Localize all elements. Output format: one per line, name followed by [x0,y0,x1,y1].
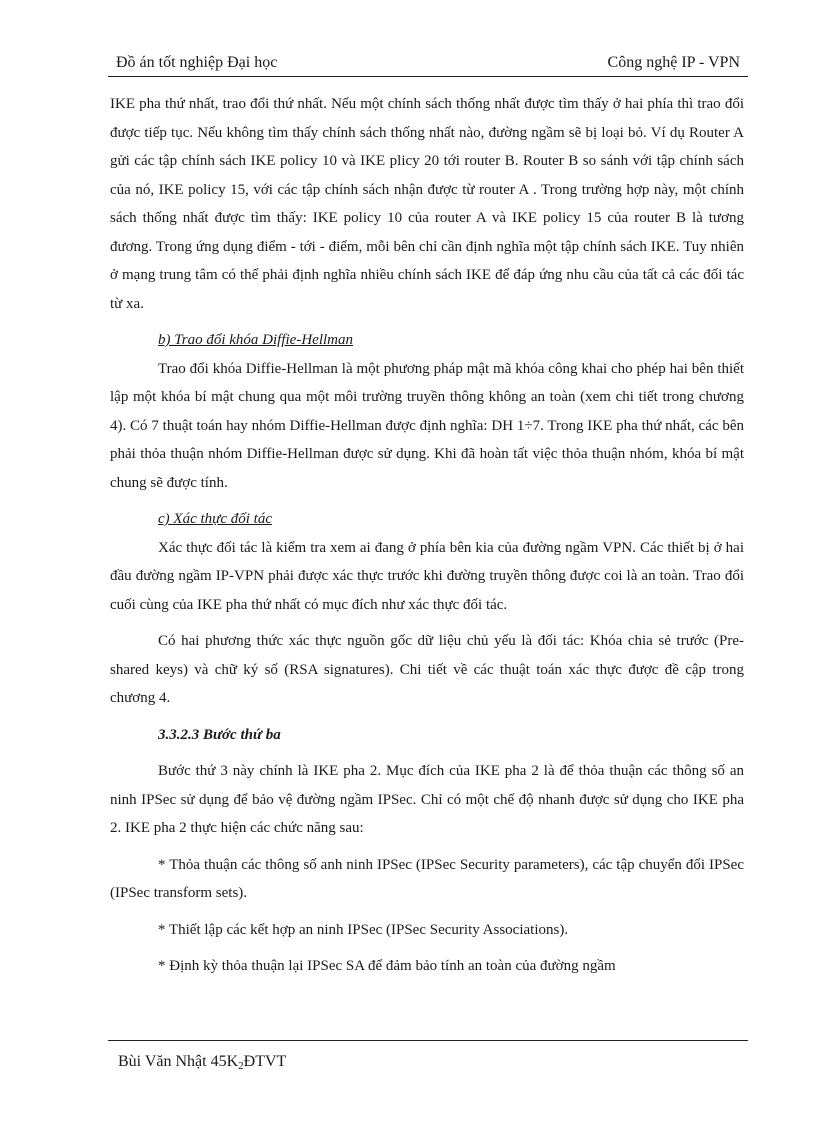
paragraph-peer-authentication: Xác thực đối tác là kiểm tra xem ai đang ở phía bên kia của đường ngầm VPN. Các thiết bị ở hai đầu đường ngầm IP-VPN phải được xác thực trước khi đường truyền thông được coi là an toàn. Trao đổi cuối cùng của IKE pha thứ nhất có mục đích như xác thực đối tác. [110,539,744,613]
footer-subscript: 2 [238,1060,244,1072]
paragraph-diffie-hellman: Trao đổi khóa Diffie-Hellman là một phương pháp mật mã khóa công khai cho phép hai bên thiết lập một khóa bí mật chung qua một môi trường truyền thông không an toàn (xem chi tiết trong chương 4). Có 7 thuật toán hay nhóm Diffie-Hellman được định nghĩa: DH 1÷7. Trong IKE pha thứ nhất, các bên phải thỏa thuận nhóm Diffie-Hellman được sử dụng. Khi đã hoàn tất việc thỏa thuận nhóm, khóa bí mật chung sẽ được tính. [110,360,744,491]
footer-divider [108,1040,748,1041]
subheading-peer-authentication: c) Xác thực đối tác [158,511,272,527]
bullet-item: * Thỏa thuận các thông số anh ninh IPSec (IPSec Security parameters), các tập chuyển đổi IPSec (IPSec transform sets). [110,856,744,901]
section-title-step-three: 3.3.2.3 Bước thứ ba [158,726,281,743]
paragraph-authentication-methods: Có hai phương thức xác thực nguồn gốc dữ liệu chủ yếu là đối tác: Khóa chia sẻ trước (Pre-shared keys) và chữ ký số (RSA signatures). Chi tiết về các thuật toán xác thực được đề cập trong chương 4. [110,633,744,706]
paragraph-ike-policy: IKE pha thứ nhất, trao đổi thứ nhất. Nếu một chính sách thống nhất được tìm thấy ở hai phía thì trao đổi được tiếp tục. Nếu không tìm thấy chính sách thống nhất nào, đường ngầm sẽ bị loại bỏ. Ví dụ Router A gửi các tập chính sách IKE policy 10 và IKE plicy 20 tới router B. Router B so sánh với tập chính sách của nó, IKE policy 15, với các tập chính sách nhận được từ router A . Trong trường hợp này, một chính sách thống nhất được tìm thấy: IKE policy 10 của router A và IKE policy 15 của router B là tương đương. Trong ứng dụng điểm - tới - điểm, mỗi bên chỉ cần định nghĩa một tập chính sách IKE. Tuy nhiên ở mạng trung tâm có thể phải định nghĩa nhiều chính sách IKE để đáp ứng nhu cầu của tất cả các đối tác từ xa. [110,96,744,312]
page-body [110,90,744,981]
bullet-item: * Thiết lập các kết hợp an ninh IPSec (IPSec Security Associations). [158,921,569,938]
subheading-diffie-hellman: b) Trao đổi khóa Diffie-Hellman [158,332,353,348]
bullet-item: * Định kỳ thỏa thuận lại IPSec SA để đảm bảo tính an toàn của đường ngầm [158,958,616,974]
header-document-title: Đồ án tốt nghiệp Đại học [116,54,278,71]
paragraph-ike-phase-two: Bước thứ 3 này chính là IKE pha 2. Mục đích của IKE pha 2 là để thỏa thuận các thông số an ninh IPSec sử dụng để bảo vệ đường ngầm IPSec. Chỉ có một chế độ nhanh được sử dụng cho IKE pha 2. IKE pha 2 thực hiện các chức năng sau: [110,763,744,836]
page-footer [118,1050,286,1074]
page-header [108,50,748,77]
footer-department: ĐTVT [243,1053,287,1070]
footer-author: Bùi Văn Nhật 45K [118,1053,239,1070]
header-subject: Công nghệ IP - VPN [607,54,740,71]
